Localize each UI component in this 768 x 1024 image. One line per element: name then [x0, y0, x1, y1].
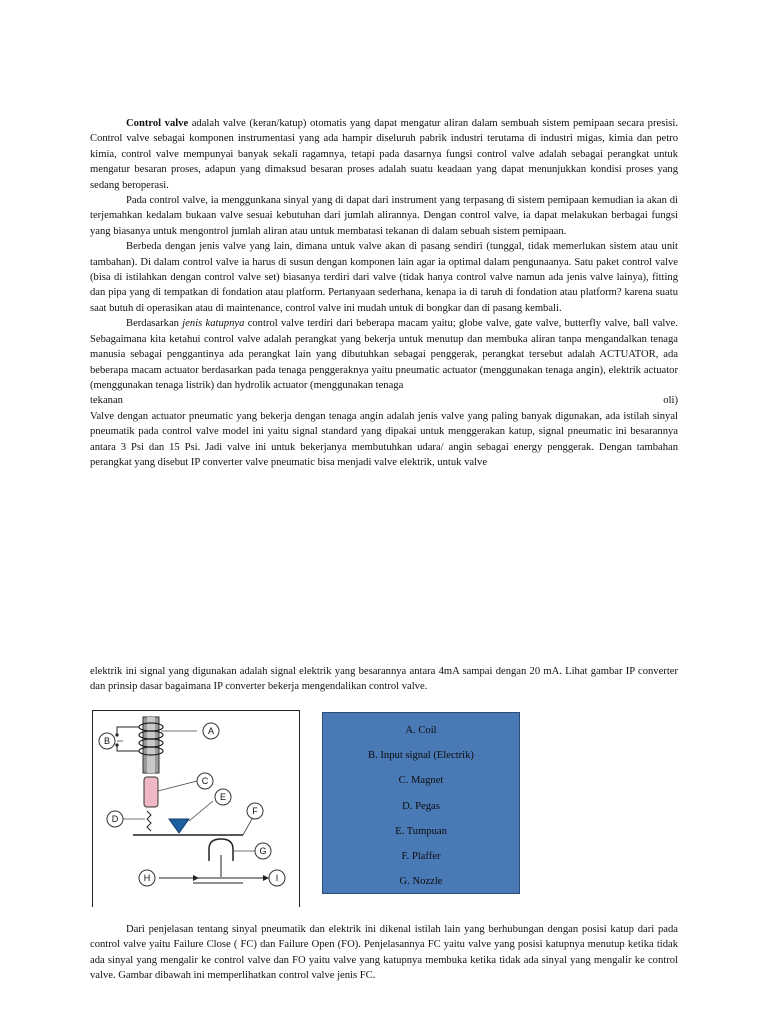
diagram-legend [322, 712, 520, 894]
label-a: A [207, 726, 215, 736]
terminal-top [115, 733, 118, 736]
term-control-valve: Control valve [126, 118, 189, 129]
paragraph-4: Berdasarkan jenis katupnya control valve terdiri dari beberapa macam yaitu; globe valve, gate valve, butterfly valve, ball valve. Sebagaimana kita ketahui control valve adalah perangkat yang bekerja untuk menutup dan membuka aliran tanpa mengandalkan tenaga manusia sebagai penggantinya ada perangkat lain yang dibutuhkan sebagai penggerak, perangkat tersebut adalah ACTUATOR, ada beberapa macam actuator berdasarkan pada tenaga penggeraknya yaitu pneumatic actuator (menggunakan tenaga angin), elektrik actuator (menggunakan tenaga listrik) dan hydrolik actuator (menggunakan tenaga [90, 318, 678, 391]
pivot [169, 819, 189, 833]
ip-converter-svg [93, 711, 299, 907]
paragraph-3: Berbeda dengan jenis valve yang lain, dimana untuk valve akan di pasang sendiri (tunggal, tidak memerlukan sistem atau unit tambahan). Di dalam control valve ia harus di susun dengan komponen lain agar ia optimal dalam pengunaanya. Satu paket control valve (bisa di istilahkan dengan control valve set) biasanya terdiri dari valve (tidak hanya control valve namun ada jenis valve lainya), fitting dan pipa yang di tempatkan di fondation atau platform. Pertanyaan sederhana, kenapa ia di taruh di fondation atau platform? karena suatu saat butuh di operasikan atau di maintenance, control valve ini mudah untuk di bongkar dan di pasang kembali. [90, 241, 678, 314]
input-wires [117, 727, 139, 751]
label-i: I [275, 873, 279, 883]
legend-item-spring: D. Pegas [402, 800, 440, 812]
label-f: F [252, 806, 258, 816]
paragraph-6: elektrik ini signal yang digunakan adalah signal elektrik yang besarannya antara 4mA sampai dengan 20 mA. Lihat gambar IP converter dan prinsip dasar bagaimana IP converter bekerja mengendalikan control valve. [90, 666, 678, 693]
label-d: D [111, 814, 119, 824]
paragraph-7: Dari penjelasan tentang sinyal pneumatik dan elektrik ini dikenal istilah lain yang berhubungan dengan posisi katup dari pada control valve yaitu Failure Close ( FC) dan Failure Open (FO). Penjelasannya FC yaitu valve yang posisi katupnya menutup ketika tidak ada sinyal yang mengalir ke control valve dan FO yaitu valve yang katupnya membuka ketika tidak ada sinyal yang mengalir ke control valve. Gambar dibawah ini memperlihatkan control valve jenis FC. [90, 924, 678, 982]
label-h: H [143, 873, 151, 883]
body-text-middle [90, 664, 678, 695]
label-b: B [103, 736, 111, 746]
label-e: E [219, 792, 227, 802]
legend-item-flapper: F. Plaffer [401, 850, 441, 862]
legend-item-magnet: C. Magnet [398, 775, 444, 787]
spring [147, 811, 151, 831]
legend-item-coil: A. Coil [405, 725, 437, 736]
paragraph-5: Valve dengan actuator pneumatic yang bekerja dengan tenaga angin adalah jenis valve yang paling banyak digunakan, ada istilah sinyal pneumatik pada control valve model ini yaitu signal standard yang dipakai untuk menggerakan katup, signal pneumatic ini besarannya antara 3 Psi dan 15 Psi. Jadi valve ini untuk bekerjanya membutuhkan udara/ angin sebagai energy penggerak. Dengan tambahan perangkat yang disebut IP converter valve pneumatic bisa menjadi valve elektrik, untuk valve [90, 410, 678, 468]
flow-arrow-in [193, 875, 199, 881]
legend-item-pivot: E. Tumpuan [395, 825, 447, 837]
leader-lines [117, 731, 255, 851]
paragraph-1: Control valve adalah valve (keran/katup) otomatis yang dapat mengatur aliran dalam sembuah sistem pemipaan secara presisi. Control valve sebagai komponen instrumentasi yang ada hampir diseluruh pabrik industri terutama di industri migas, kimia dan petro kimia, control valve mempunyai banyak sekali ragamnya, tetapi pada dasarnya fungsi control valve adalah sebagai perangkat untuk mengatur besaran proses, adapun yang dimaksud besaran proses adalah suatu keadaan yang dapat menunjukkan kondisi proses yang sedang beroperasi. [90, 118, 678, 191]
legend-list [323, 713, 519, 894]
body-text-top [90, 116, 678, 470]
legend-item-nozzle: G. Nozzle [399, 876, 443, 888]
terminal-bottom [115, 743, 118, 746]
coil-core-highlight [147, 717, 155, 773]
flow-arrow-out [263, 875, 269, 881]
body-text-bottom [90, 922, 678, 984]
legend-item-input-signal: B. Input signal (Electrik) [368, 750, 474, 762]
label-g: G [259, 846, 267, 856]
paragraph-4-last-line: tekanan oli) [90, 395, 678, 407]
magnet [144, 777, 158, 807]
paragraph-2: Pada control valve, ia menggunkana sinyal yang di dapat dari instrument yang terpasang di sistem pemipaan kemudian ia akan di terjemahkan kedalam bukaan valve sesuai kebutuhan dari jumlah alirannya. Dengan control valve, ia dapat melakukan berbagai fungsi yang biasanya untuk mengontrol jumlah aliran atau untuk membatasi tekanan di dalam sebuah sistem pemipaan. [90, 195, 678, 237]
ip-converter-diagram [92, 710, 300, 907]
label-c: C [201, 776, 209, 786]
